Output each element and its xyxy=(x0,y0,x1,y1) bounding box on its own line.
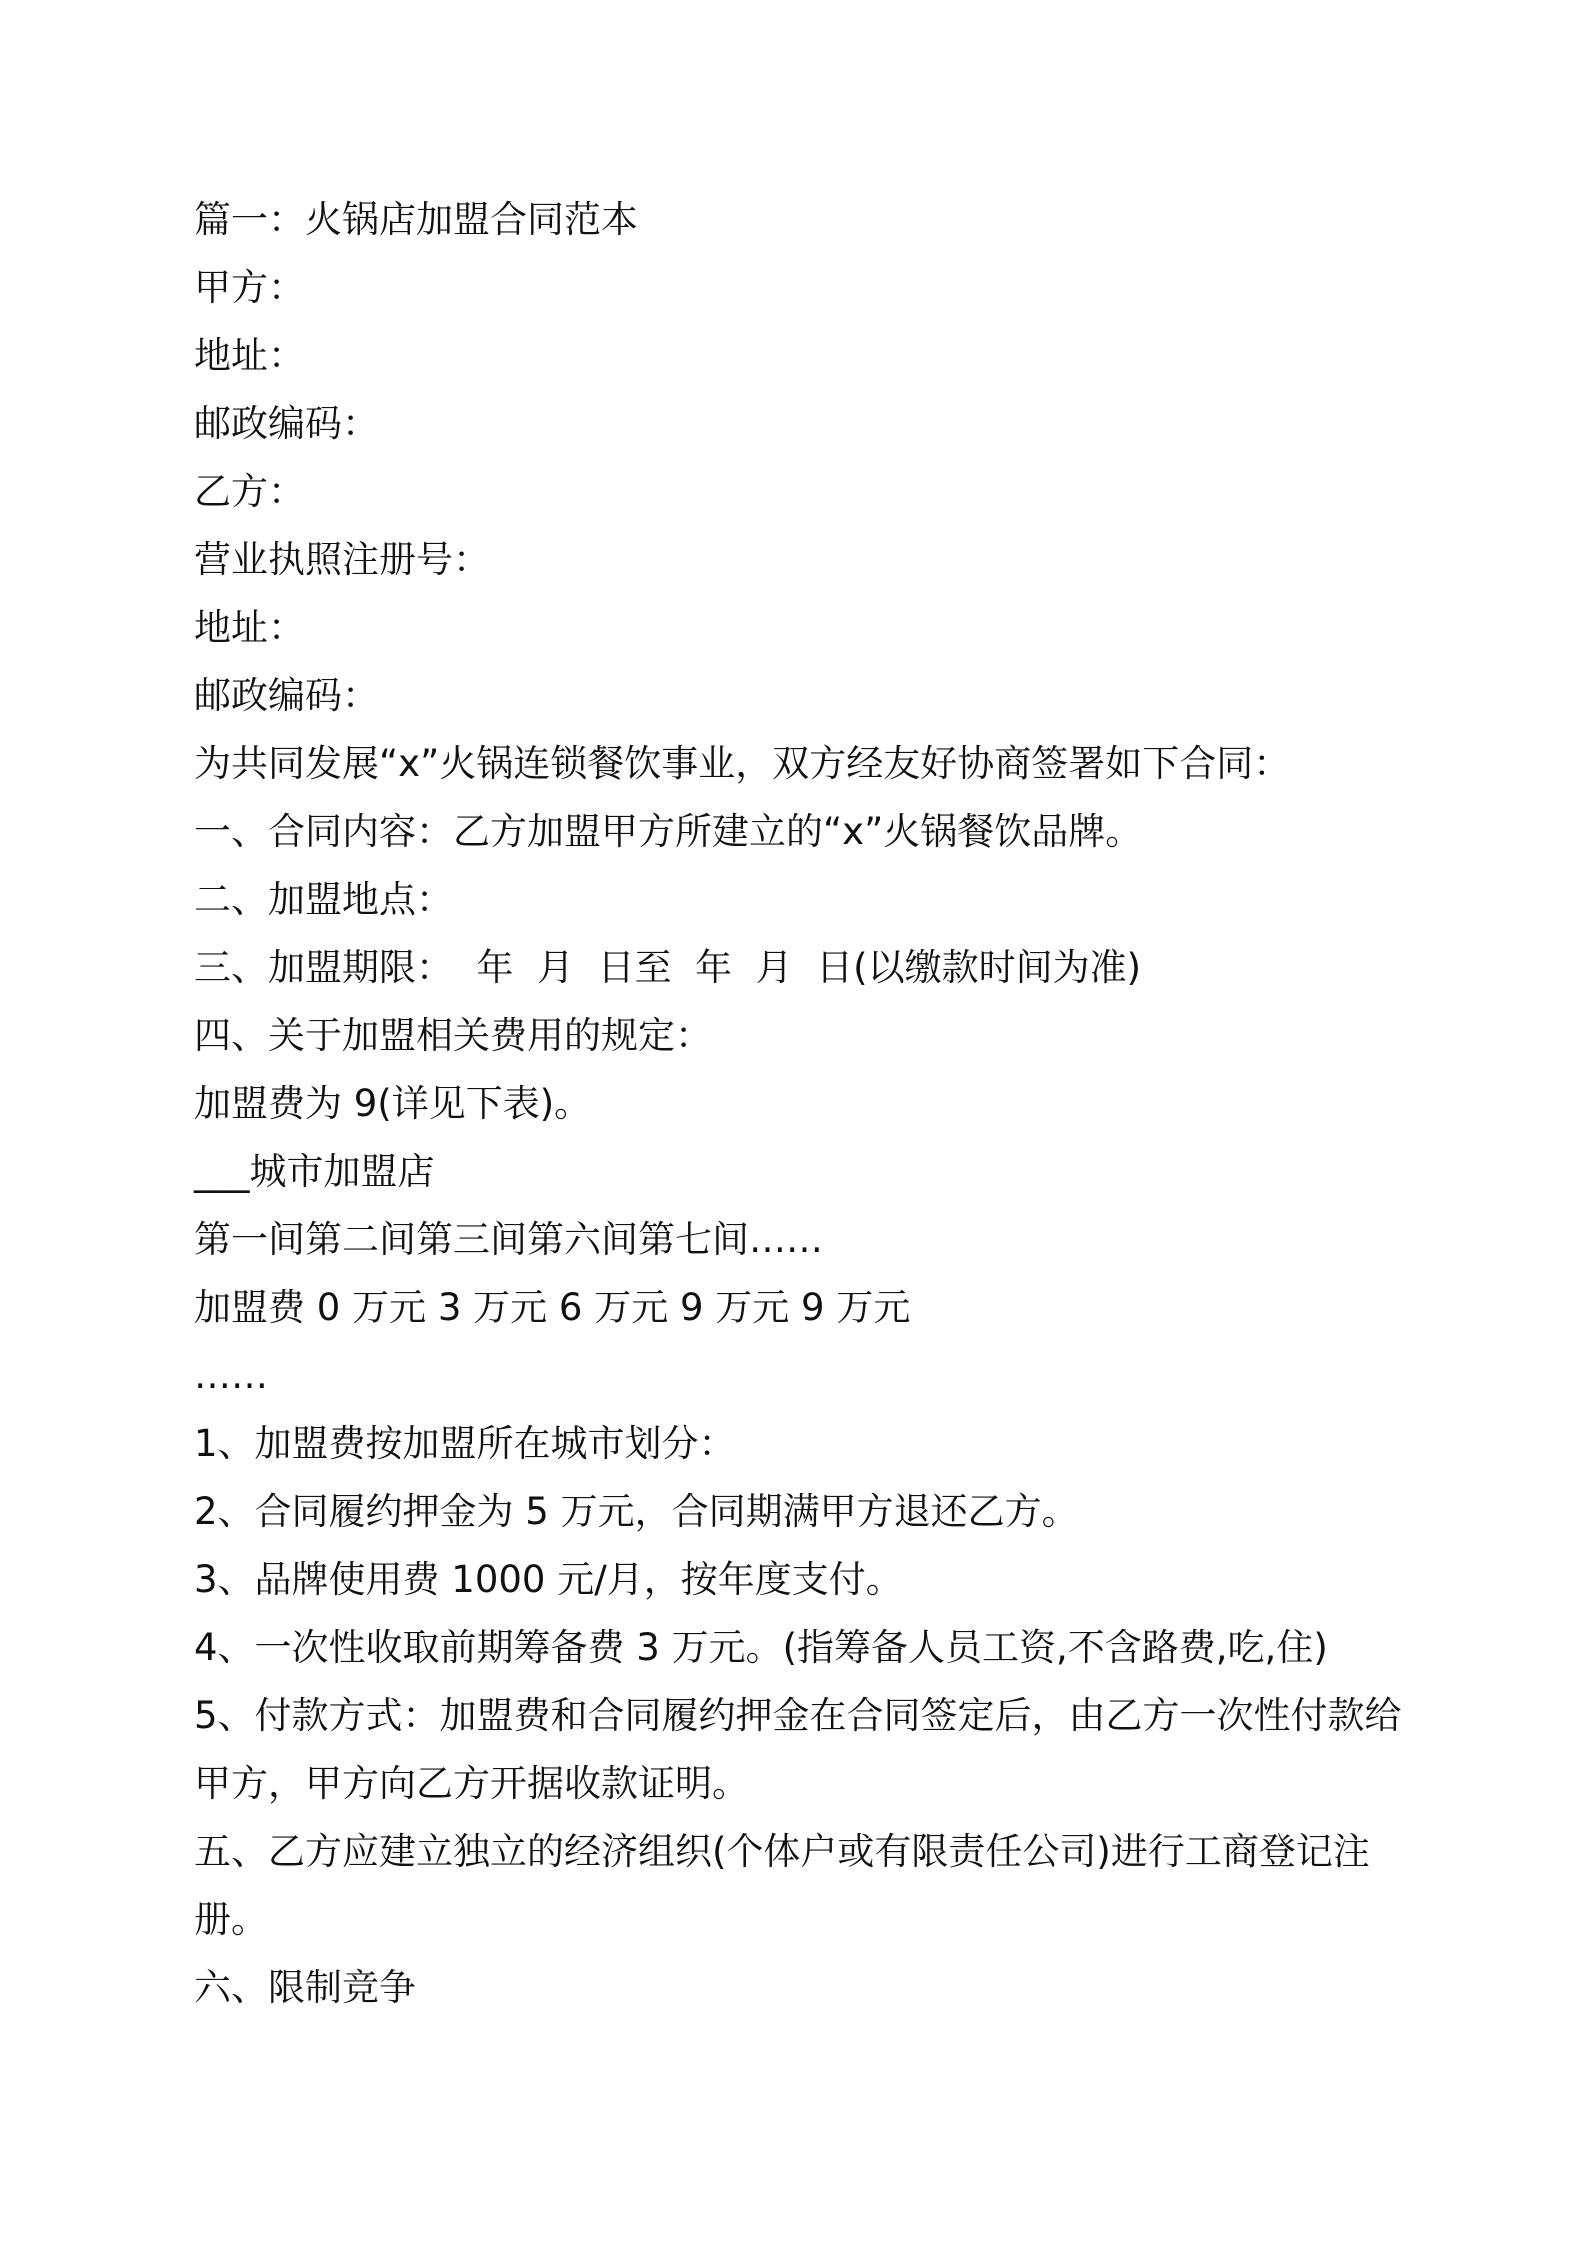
business-license-label: 营业执照注册号： xyxy=(194,538,490,581)
clause-1-content: 一、合同内容：乙方加盟甲方所建立的“x”火锅餐饮品牌。 xyxy=(194,810,1143,853)
clause-2-location: 二、加盟地点： xyxy=(194,878,453,921)
party-a-label: 甲方： xyxy=(194,266,305,309)
document-title: 篇一：火锅店加盟合同范本 xyxy=(194,198,638,241)
franchise-fee-row: 加盟费 0 万元 3 万元 6 万元 9 万元 9 万元 xyxy=(194,1286,911,1329)
party-b-postcode-label: 邮政编码： xyxy=(194,674,379,717)
fee-item-4: 4、一次性收取前期筹备费 3 万元。(指筹备人员工资,不含路费,吃,住) xyxy=(194,1626,1328,1669)
fee-item-3: 3、品牌使用费 1000 元/月，按年度支付。 xyxy=(194,1558,903,1601)
clause-3-term: 三、加盟期限： 年 月 日至 年 月 日(以缴款时间为准) xyxy=(194,946,1142,989)
fee-item-1: 1、加盟费按加盟所在城市划分： xyxy=(194,1422,736,1465)
ellipsis-row: …… xyxy=(194,1354,268,1397)
fee-item-2: 2、合同履约押金为 5 万元，合同期满甲方退还乙方。 xyxy=(194,1490,1079,1533)
party-a-postcode-label: 邮政编码： xyxy=(194,402,379,445)
fee-item-5-line-2: 甲方，甲方向乙方开据收款证明。 xyxy=(194,1762,749,1805)
clause-6-heading: 六、限制竞争 xyxy=(194,1966,416,2009)
document-body xyxy=(194,186,1424,2022)
party-b-label: 乙方： xyxy=(194,470,305,513)
contract-preamble: 为共同发展“x”火锅连锁餐饮事业，双方经友好协商签署如下合同： xyxy=(194,742,1291,785)
city-franchise-heading: ___城市加盟店 xyxy=(194,1150,435,1193)
franchise-fee-note: 加盟费为 9(详见下表)。 xyxy=(194,1082,592,1125)
clause-4-fees-heading: 四、关于加盟相关费用的规定： xyxy=(194,1014,712,1057)
store-order-row: 第一间第二间第三间第六间第七间…… xyxy=(194,1218,823,1261)
clause-5-line-1: 五、乙方应建立独立的经济组织(个体户或有限责任公司)进行工商登记注 xyxy=(194,1830,1370,1873)
fee-item-5-line-1: 5、付款方式：加盟费和合同履约押金在合同签定后，由乙方一次性付款给 xyxy=(194,1694,1402,1737)
party-a-address-label: 地址： xyxy=(194,334,305,377)
party-b-address-label: 地址： xyxy=(194,606,305,649)
clause-5-line-2: 册。 xyxy=(194,1898,268,1941)
